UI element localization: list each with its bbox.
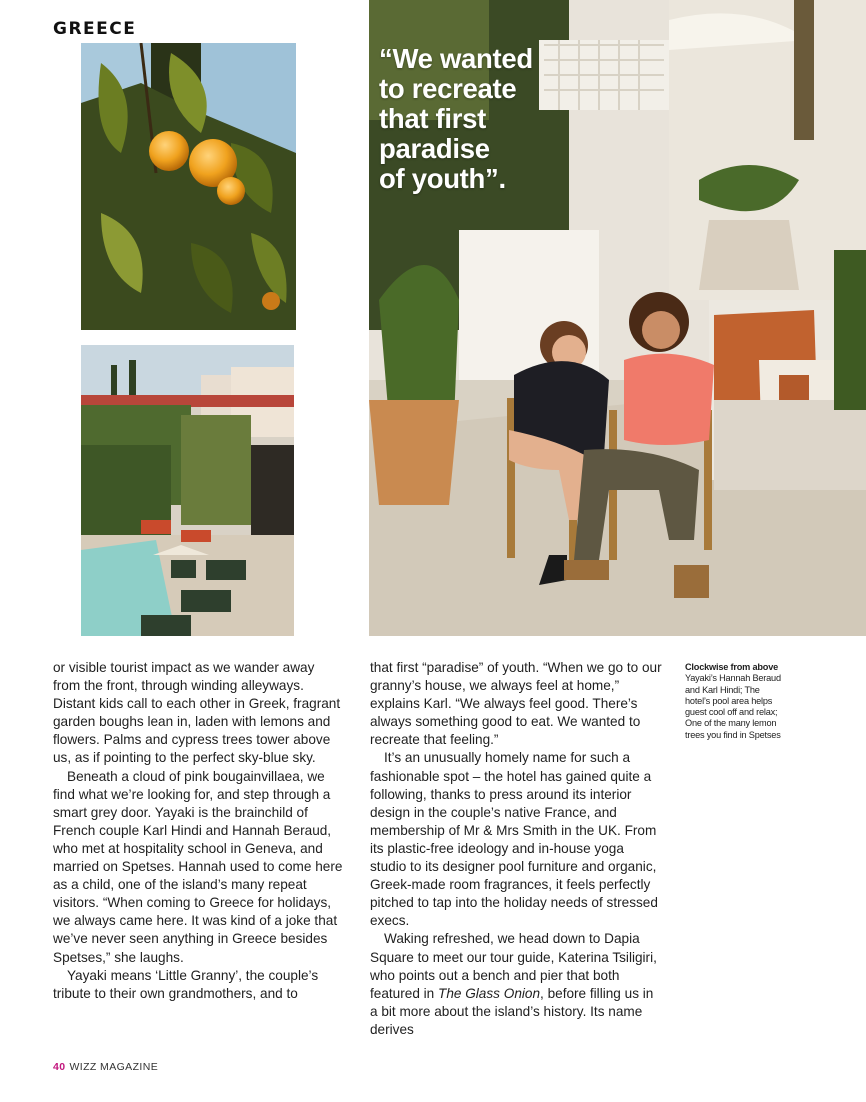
hotel-pool-photo	[81, 345, 294, 636]
article-column-left	[53, 659, 345, 1003]
page-footer	[53, 1061, 158, 1073]
article-column-right	[370, 659, 662, 1039]
pull-quote	[379, 44, 579, 194]
article-text: , before filling us in a bit more about the island’s history. Its name derives	[370, 985, 654, 1037]
article-paragraph: or visible tourist impact as we wander away from the front, through winding alleyways. Distant kids call to each other in Greek, fragrant garden boughs lean in, laden with lemons and flowers. Palms and cypress trees tower above us, as if pointing to the perfect sky-blue sky.	[53, 660, 341, 766]
caption-text: Yayaki’s Hannah Beraud and Karl Hindi; The hotel’s pool area helps guest cool off and relax; One of the many lemon trees you find in Spetses	[685, 673, 781, 740]
article-paragraph: that first “paradise” of youth. “When we go to our granny’s house, we always feel at home,” explains Karl. “We always feel good. There’s always something good to eat. We wanted to recreate that feeling.”	[370, 660, 662, 748]
pull-quote-line: of youth”.	[379, 163, 506, 194]
section-label: GREECE	[53, 19, 137, 39]
pull-quote-line: to recreate	[379, 73, 517, 104]
article-text: Waking refreshed, we head down to Dapia Square to meet our tour guide, Katerina Tsiligiri, who points out a bench and pier that both featured in	[370, 931, 657, 1001]
page-number: 40	[53, 1061, 66, 1073]
publication-name: WIZZ MAGAZINE	[69, 1061, 159, 1073]
article-paragraph	[370, 930, 662, 1039]
pull-quote-line: that first	[379, 103, 487, 134]
article-paragraph: Beneath a cloud of pink bougainvillaea, we find what we’re looking for, and step through a smart grey door. Yayaki is the brainchild of French couple Karl Hindi and Hannah Beraud, who met at hospitality school in Geneva, and married on Spetses. Hannah used to come here as a child, one of the island’s many repeat visitors. “When coming to Greece for holidays, we always came here. It was kind of a joke that we’ve never seen anything in Greece besides Spetses,” she laughs.	[53, 768, 343, 965]
photo-caption	[685, 662, 785, 741]
pull-quote-line: paradise	[379, 133, 490, 164]
lemon-tree-photo	[81, 43, 296, 330]
film-title: The Glass Onion	[438, 985, 541, 1001]
pull-quote-line: “We wanted	[379, 43, 533, 74]
caption-heading: Clockwise from above	[685, 662, 779, 672]
article-paragraph: It’s an unusually homely name for such a fashionable spot – the hotel has gained quite a following, thanks to press around its interior design in the couple’s native France, and membership of Mr & Mrs Smith in the UK. From its plastic-free ideology and in-house yoga studio to its designer pool furniture and organic, Greek-made room fragrances, it feels perfectly pitched to tap into the holiday needs of stressed execs.	[370, 750, 658, 929]
article-paragraph: Yayaki means ‘Little Granny’, the couple’s tribute to their own grandmothers, and to	[53, 967, 319, 1001]
